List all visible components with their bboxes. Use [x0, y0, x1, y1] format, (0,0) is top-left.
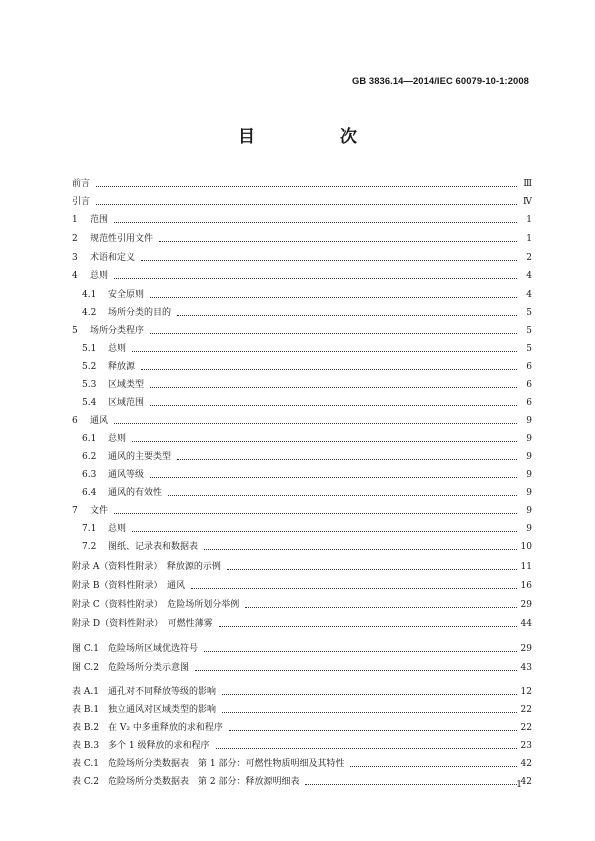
- toc-entry-page: 4: [526, 290, 532, 300]
- toc-entry-page: 29: [520, 600, 532, 610]
- toc-entry[interactable]: [82, 395, 532, 409]
- toc-entry-number: 7.1: [82, 524, 97, 534]
- toc-entry[interactable]: [72, 684, 532, 698]
- toc-entry-title: 通风的主要类型: [108, 452, 172, 462]
- toc-entry-page: 5: [526, 308, 532, 318]
- toc-entry-page: 43: [520, 663, 532, 673]
- toc-entry-page: 12: [520, 687, 532, 697]
- dot-leader: [114, 221, 517, 223]
- toc-entry-page: 9: [526, 452, 532, 462]
- toc-entry[interactable]: [82, 431, 532, 445]
- toc-entry-title: 场所分类的目的: [108, 308, 172, 318]
- toc-entry[interactable]: [72, 738, 532, 752]
- dot-leader: [150, 476, 517, 478]
- toc-entry[interactable]: [82, 305, 532, 319]
- toc-entry[interactable]: [72, 616, 532, 630]
- dot-leader: [222, 711, 517, 713]
- toc-entry[interactable]: [72, 578, 532, 592]
- dot-leader: [177, 314, 517, 316]
- toc-entry-title: 总则: [90, 271, 109, 281]
- toc-entry-page: 9: [526, 470, 532, 480]
- toc-entry-number: 6.4: [82, 488, 97, 498]
- dot-leader: [191, 587, 517, 589]
- toc-entry-page: 11: [520, 562, 532, 572]
- toc-entry-page: 9: [526, 488, 532, 498]
- toc-entry-number: 4.2: [82, 308, 97, 318]
- toc-entry-page: 5: [526, 326, 532, 336]
- toc-entry-title: 表 B.2 在 V₂ 中多重释放的求和程序: [72, 723, 223, 733]
- toc-entry-page: Ⅲ: [523, 179, 532, 189]
- toc-entry-title: 总则: [108, 524, 127, 534]
- toc-entry-page: 22: [520, 705, 532, 715]
- toc-entry-title: 引言: [72, 197, 91, 207]
- toc-entry-title: 表 B.1 独立通风对区域类型的影响: [72, 705, 217, 715]
- toc-entry-title: 总则: [108, 344, 127, 354]
- toc-entry-title: 范围: [90, 215, 109, 225]
- toc-entry-title: 图 C.2 危险场所分类示意图: [72, 663, 190, 673]
- toc-entry-page: 44: [520, 619, 532, 629]
- toc-entry-title: 规范性引用文件: [90, 234, 154, 244]
- toc-entry[interactable]: [82, 287, 532, 301]
- toc-entry-number: 7: [72, 506, 78, 516]
- toc-entry-title: 区域类型: [108, 380, 145, 390]
- dot-leader: [114, 422, 517, 424]
- toc-entry-title: 术语和定义: [90, 253, 136, 263]
- toc-entry[interactable]: [82, 521, 532, 535]
- toc-entry-page: 1: [526, 215, 532, 225]
- toc-entry-title: 区域范围: [108, 398, 145, 408]
- toc-entry-title: 总则: [108, 434, 127, 444]
- toc-entry-number: 7.2: [82, 542, 97, 552]
- dot-leader: [177, 458, 517, 460]
- toc-entry-number: 5.1: [82, 344, 97, 354]
- toc-entry[interactable]: [82, 377, 532, 391]
- toc-entry[interactable]: [82, 449, 532, 463]
- dot-leader: [350, 765, 517, 767]
- toc-entry-title: 图 C.1 危险场所区域优选符号: [72, 644, 199, 654]
- toc-entry[interactable]: [72, 250, 532, 264]
- toc-entry[interactable]: [72, 756, 532, 770]
- toc-entry-title: 前言: [72, 179, 91, 189]
- toc-entry-page: 42: [520, 759, 532, 769]
- dot-leader: [114, 277, 517, 279]
- standard-number: GB 3836.14—2014/IEC 60079-10-1:2008: [351, 75, 529, 86]
- toc-entry-number: 5.3: [82, 380, 97, 390]
- toc-entry-title: 通风: [90, 416, 109, 426]
- toc-entry-page: 6: [526, 362, 532, 372]
- dot-leader: [150, 386, 517, 388]
- toc-entry[interactable]: [82, 539, 532, 553]
- toc-entry[interactable]: [72, 503, 532, 517]
- toc-entry-page: 2: [526, 253, 532, 263]
- toc-entry-number: 5.2: [82, 362, 97, 372]
- toc-entry-title: 文件: [90, 506, 109, 516]
- toc-entry-title: 通风的有效性: [108, 488, 163, 498]
- toc-entry-title: 附录 D（资料性附录） 可燃性薄雾: [72, 619, 213, 629]
- toc-entry-page: 1: [526, 234, 532, 244]
- toc-entry[interactable]: [82, 359, 532, 373]
- dot-leader: [150, 296, 517, 298]
- toc-entry-title: 表 B.3 多个 1 级释放的求和程序: [72, 741, 210, 751]
- toc-entry[interactable]: [72, 194, 532, 208]
- dot-leader: [141, 368, 517, 370]
- toc-entry-page: 22: [520, 723, 532, 733]
- toc-entry[interactable]: [72, 268, 532, 282]
- toc-entry-number: 2: [72, 234, 78, 244]
- toc-entry-page: 29: [520, 644, 532, 654]
- toc-entry[interactable]: [72, 212, 532, 226]
- toc-entry-title: 附录 B（资料性附录） 通风: [72, 581, 185, 591]
- toc-entry[interactable]: [72, 176, 532, 190]
- toc-entry-number: 6: [72, 416, 78, 426]
- toc-entry[interactable]: [72, 720, 532, 734]
- toc-entry-page: 9: [526, 524, 532, 534]
- toc-entry[interactable]: [72, 231, 532, 245]
- toc-entry-title: 附录 C（资料性附录） 危险场所划分举例: [72, 600, 240, 610]
- toc-entry-page: 42: [520, 777, 532, 787]
- toc-entry[interactable]: [72, 413, 532, 427]
- dot-leader: [96, 185, 517, 187]
- toc-entry[interactable]: [72, 702, 532, 716]
- dot-leader: [132, 530, 517, 532]
- dot-leader: [96, 203, 517, 205]
- toc-entry[interactable]: [82, 467, 532, 481]
- dot-leader: [216, 747, 517, 749]
- dot-leader: [132, 350, 517, 352]
- dot-leader: [141, 259, 517, 261]
- dot-leader: [219, 625, 517, 627]
- toc-entry-page: 6: [526, 398, 532, 408]
- toc-entry[interactable]: [72, 774, 532, 788]
- toc-entry-page: Ⅳ: [523, 197, 532, 207]
- toc-entry-title: 表 C.2 危险场所分类数据表 第 2 部分：释放源明细表: [72, 777, 300, 787]
- toc-entry[interactable]: [72, 323, 532, 337]
- toc-entry-page: 4: [526, 271, 532, 281]
- toc-entry[interactable]: [72, 597, 532, 611]
- dot-leader: [168, 494, 517, 496]
- toc-entry-title: 图纸、记录表和数据表: [108, 542, 199, 552]
- toc-entry[interactable]: [72, 559, 532, 573]
- toc-entry-page: 6: [526, 380, 532, 390]
- toc-entry[interactable]: [72, 641, 532, 655]
- toc-entry[interactable]: [82, 485, 532, 499]
- toc-entry[interactable]: [82, 341, 532, 355]
- toc-entry-page: 10: [520, 542, 532, 552]
- toc-entry-page: 9: [526, 506, 532, 516]
- toc-entry-number: 4: [72, 271, 78, 281]
- toc-entry-number: 5.4: [82, 398, 97, 408]
- toc-entry-page: 9: [526, 434, 532, 444]
- toc-entry[interactable]: [72, 660, 532, 674]
- toc-entry-title: 释放源: [108, 362, 136, 372]
- toc-entry-number: 6.2: [82, 452, 97, 462]
- toc-entry-number: 1: [72, 215, 78, 225]
- dot-leader: [150, 404, 517, 406]
- dot-leader: [227, 568, 517, 570]
- toc-entry-number: 6.1: [82, 434, 97, 444]
- dot-leader: [245, 606, 517, 608]
- toc-entry-title: 场所分类程序: [90, 326, 145, 336]
- toc-entry-page: 5: [526, 344, 532, 354]
- toc-entry-page: 9: [526, 416, 532, 426]
- toc-title: 目 次: [238, 127, 391, 147]
- toc-entry-title: 安全原则: [108, 290, 145, 300]
- dot-leader: [159, 240, 517, 242]
- dot-leader: [204, 650, 517, 652]
- toc-entry-title: 表 C.1 危险场所分类数据表 第 1 部分：可燃性物质明细及其特性: [72, 759, 345, 769]
- dot-leader: [150, 332, 517, 334]
- toc-entry-title: 通风等级: [108, 470, 145, 480]
- dot-leader: [305, 783, 517, 785]
- dot-leader: [114, 512, 517, 514]
- dot-leader: [132, 440, 517, 442]
- toc-entry-title: 附录 A（资料性附录） 释放源的示例: [72, 562, 221, 572]
- page-number: 1: [516, 780, 522, 790]
- toc-entry-number: 6.3: [82, 470, 97, 480]
- dot-leader: [229, 729, 517, 731]
- toc-entry-number: 4.1: [82, 290, 97, 300]
- toc-entry-number: 3: [72, 253, 78, 263]
- dot-leader: [195, 669, 517, 671]
- dot-leader: [204, 548, 517, 550]
- dot-leader: [222, 693, 517, 695]
- toc-entry-number: 5: [72, 326, 78, 336]
- toc-entry-page: 16: [520, 581, 532, 591]
- toc-entry-title: 表 A.1 通孔对不同释放等级的影响: [72, 687, 216, 697]
- toc-entry-page: 23: [520, 741, 532, 751]
